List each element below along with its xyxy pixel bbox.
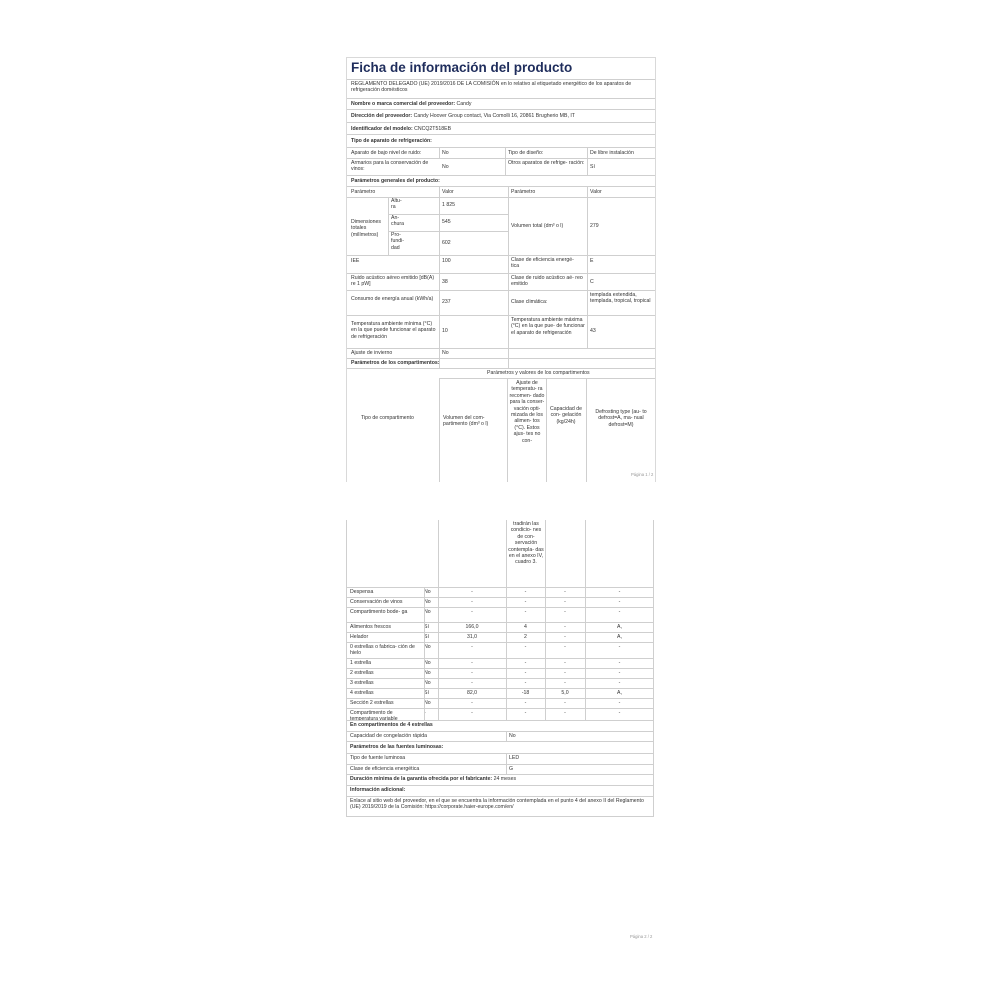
noise-label: Ruido acústico aéreo emitido [dB(A) re 1 pW] bbox=[351, 275, 435, 288]
supplier-name-row bbox=[351, 101, 472, 107]
compartment-temp: - bbox=[524, 660, 527, 666]
compartment-name: 3 estrellas bbox=[350, 680, 374, 686]
compartment-capacity: - bbox=[564, 634, 566, 640]
four-star-heading: En compartimentos de 4 estrellas bbox=[350, 722, 433, 728]
light-type-value: LED bbox=[509, 755, 520, 761]
compartment-defrost: - bbox=[618, 660, 621, 666]
compartment-present: Sí bbox=[424, 634, 429, 640]
energy-class-label: Clase de eficiencia energé- tica bbox=[511, 257, 574, 270]
supplier-name-label: Nombre o marca comercial del proveedor: bbox=[351, 101, 456, 107]
compartment-name: Compartimento bode- ga bbox=[350, 609, 408, 615]
compartment-volume: 82,0 bbox=[466, 690, 478, 696]
compartment-temp: - bbox=[524, 589, 527, 595]
design-type-label: Tipo de diseño: bbox=[508, 150, 544, 156]
compartment-defrost: A, bbox=[617, 624, 622, 630]
compartment-capacity: - bbox=[564, 700, 566, 706]
winter-label: Ajuste de invierno bbox=[351, 350, 393, 356]
min-temp-label: Temperatura ambiente mínima (°C) en la que puede funcionar el aparato de refrigeración bbox=[351, 321, 436, 340]
compartment-defrost: - bbox=[618, 589, 621, 595]
energy-class-value: E bbox=[590, 258, 594, 264]
depth-value: 602 bbox=[442, 240, 451, 246]
compartment-volume: - bbox=[471, 670, 473, 676]
compartment-volume: - bbox=[471, 644, 473, 650]
supplier-address-value: Candy Hoover Group contact, Via Comolli 16, 20861 Brugherio MB, IT bbox=[413, 113, 575, 119]
value-header: Valor bbox=[442, 189, 454, 195]
product-sheet-page-2 bbox=[346, 520, 654, 939]
compartment-name: Compartimento de temperatura variable bbox=[350, 710, 398, 723]
other-appliance-value: Sí bbox=[590, 164, 595, 170]
compartment-defrost: - bbox=[618, 670, 621, 676]
document-title: Ficha de información del producto bbox=[351, 60, 573, 75]
compartment-volume: - bbox=[471, 660, 473, 666]
appliance-type-heading: Tipo de aparato de refrigeración: bbox=[351, 138, 432, 144]
compartment-present: - bbox=[424, 710, 426, 716]
compartment-present: No bbox=[424, 670, 431, 676]
compartment-temp: - bbox=[524, 700, 527, 706]
light-class-label: Clase de eficiencia energética bbox=[350, 766, 420, 772]
compartment-capacity: 5,0 bbox=[561, 690, 569, 696]
page-number-2: Página 2 / 2 bbox=[630, 934, 653, 939]
general-params-heading: Parámetros generales del producto: bbox=[351, 178, 440, 184]
warranty-label: Duración mínima de la garantía ofrecida por el fabricante: bbox=[350, 776, 493, 782]
height-value: 1 825 bbox=[442, 202, 455, 208]
fast-freeze-label: Capacidad de congelación rápida bbox=[350, 733, 428, 739]
compartment-volume: 166,0 bbox=[465, 624, 479, 630]
min-temp-value: 10 bbox=[442, 328, 448, 334]
energy-consumption-label: Consumo de energía anual (kWh/a) bbox=[351, 296, 434, 302]
noise-value: 38 bbox=[442, 279, 448, 285]
wine-label: Armarios para la conservación de vinos: bbox=[351, 160, 429, 173]
width-label: An- chura bbox=[391, 215, 404, 228]
compartment-volume-header: Volumen del com- partimento (dm³ o l) bbox=[443, 415, 489, 428]
compartment-defrost: - bbox=[618, 644, 621, 650]
freezing-capacity-header: Capacidad de con- gelación (kg/24h) bbox=[549, 406, 582, 425]
design-type-value: De libre instalación bbox=[590, 150, 634, 156]
compartment-present: No bbox=[424, 680, 431, 686]
light-params-heading: Parámetros de las fuentes luminosas: bbox=[350, 744, 444, 750]
climate-class-label: Clase climática: bbox=[511, 299, 548, 305]
compartment-name: Conservación de vinos bbox=[350, 599, 403, 605]
fast-freeze-value: No bbox=[509, 733, 516, 739]
compartment-volume: - bbox=[471, 700, 473, 706]
compartment-capacity: - bbox=[564, 599, 566, 605]
compartment-temp: 4 bbox=[524, 624, 527, 630]
compartment-volume: - bbox=[471, 710, 473, 716]
compartment-present: Sí bbox=[424, 624, 429, 630]
wine-value: No bbox=[442, 164, 449, 170]
supplier-address-row bbox=[351, 113, 575, 119]
compartment-present: No bbox=[424, 700, 431, 706]
compartment-present: Sí bbox=[424, 690, 429, 696]
compartment-name: Alimentos frescos bbox=[350, 624, 391, 630]
iee-value: 100 bbox=[442, 258, 451, 264]
depth-label: Pro- fundi- dad bbox=[391, 232, 404, 251]
compartment-type-header: Tipo de compartimento bbox=[361, 415, 414, 421]
height-label: Altu- ra bbox=[391, 198, 402, 211]
compartment-volume: 31,0 bbox=[466, 634, 478, 640]
regulation-text: REGLAMENTO DELEGADO (UE) 2019/2016 DE LA COMISIÓN en lo relativo al etiquetado energético de los aparatos de refrigeración domésticos bbox=[351, 81, 632, 94]
iee-label: IEE bbox=[351, 258, 360, 264]
dimensions-label: Dimensiones totales (milímetros) bbox=[351, 219, 381, 238]
compartment-capacity: - bbox=[564, 609, 566, 615]
value-header-2: Valor bbox=[590, 189, 602, 195]
energy-consumption-value: 237 bbox=[442, 299, 451, 305]
low-noise-value: No bbox=[442, 150, 449, 156]
compartment-temp: - bbox=[524, 599, 527, 605]
warranty-row bbox=[350, 776, 516, 782]
compartment-temp: - bbox=[524, 710, 527, 716]
compartment-volume: - bbox=[471, 599, 473, 605]
compartment-temp: 2 bbox=[524, 634, 527, 640]
compartment-capacity: - bbox=[564, 644, 566, 650]
compartment-defrost: - bbox=[618, 609, 621, 615]
compartment-capacity: - bbox=[564, 589, 566, 595]
warranty-value: 24 meses bbox=[493, 776, 517, 782]
compartment-capacity: - bbox=[564, 624, 566, 630]
compartment-defrost: - bbox=[618, 710, 621, 716]
total-volume-label: Volumen total (dm³ o l) bbox=[511, 223, 564, 229]
low-noise-label: Aparato de bajo nivel de ruido: bbox=[351, 150, 422, 156]
temp-setting-header-part1: Ajuste de temperatu- ra recomen- dado para la conser- vación opti- mizada de los alimen- tos (°C). Estos ajus- tes no con- bbox=[509, 380, 545, 444]
param-header-2: Parámetro bbox=[511, 189, 536, 195]
compartment-values-header: Parámetros y valores de los compartimentos bbox=[487, 370, 590, 376]
winter-value: No bbox=[442, 350, 449, 356]
compartment-temp: - bbox=[524, 670, 527, 676]
climate-class-value: templada extendida, templada, tropical, tropical bbox=[590, 292, 651, 305]
compartment-name: 4 estrellas bbox=[350, 690, 374, 696]
compartment-defrost: - bbox=[618, 599, 621, 605]
max-temp-label: Temperatura ambiente máxima (°C) en la que pue- de funcionar el aparato de refrigeración bbox=[511, 317, 585, 336]
compartment-temp: - bbox=[524, 644, 527, 650]
compartment-temp: - bbox=[524, 609, 527, 615]
compartment-name: Sección 2 estrellas bbox=[350, 700, 394, 706]
compartment-params-heading: Parámetros de los compartimentos: bbox=[351, 360, 440, 366]
compartment-name: 1 estrella bbox=[350, 660, 372, 666]
compartment-volume: - bbox=[471, 589, 473, 595]
compartment-capacity: - bbox=[564, 660, 566, 666]
compartment-temp: -18 bbox=[521, 690, 530, 696]
width-value: 545 bbox=[442, 219, 451, 225]
compartment-present: No bbox=[424, 589, 431, 595]
compartment-capacity: - bbox=[564, 670, 566, 676]
compartment-present: No bbox=[424, 644, 431, 650]
param-header: Parámetro bbox=[351, 189, 376, 195]
model-row bbox=[351, 126, 451, 132]
compartment-defrost: A, bbox=[617, 634, 622, 640]
model-label: Identificador del modelo: bbox=[351, 126, 413, 132]
compartment-name: Despensa bbox=[350, 589, 374, 595]
total-volume-value: 279 bbox=[590, 223, 599, 229]
compartment-present: No bbox=[424, 660, 431, 666]
compartment-volume: - bbox=[471, 680, 473, 686]
other-appliance-label: Otros aparatos de refrige- ración: bbox=[508, 160, 585, 166]
noise-class-label: Clase de ruido acústico aé- reo emitido bbox=[511, 275, 583, 288]
compartment-capacity: - bbox=[564, 710, 566, 716]
compartment-name: Helador bbox=[350, 634, 369, 640]
light-class-value: G bbox=[509, 766, 514, 772]
additional-info-heading: Información adicional: bbox=[350, 787, 406, 793]
compartment-temp: - bbox=[524, 680, 527, 686]
compartment-defrost: A, bbox=[617, 690, 622, 696]
model-value: CNCQ2T518EB bbox=[414, 126, 452, 132]
compartment-volume: - bbox=[471, 609, 473, 615]
compartment-defrost: - bbox=[618, 700, 621, 706]
temp-setting-header-part2: tradirán las condicio- nes de con- servación contempla- das en el anexo IV, cuadro 3. bbox=[508, 521, 544, 566]
supplier-website-link[interactable]: https://corporate.haier-europe.com/en/ bbox=[425, 804, 514, 811]
page-number-1: Página 1 / 2 bbox=[631, 472, 654, 477]
compartment-defrost: - bbox=[618, 680, 621, 686]
additional-info-text: Enlace al sitio web del proveedor, en el que se encuentra la información contemplada en el punto 4 del anexo II del Reglamento (UE) 2019/2019 de la Comisión: bbox=[350, 798, 644, 811]
max-temp-value: 43 bbox=[590, 328, 596, 334]
noise-class-value: C bbox=[590, 279, 594, 285]
supplier-address-label: Dirección del proveedor: bbox=[351, 113, 413, 119]
compartment-capacity: - bbox=[564, 680, 566, 686]
compartment-name: 0 estrellas o fabrica- ción de hielo bbox=[350, 644, 415, 657]
additional-info-row bbox=[350, 798, 650, 811]
supplier-name-value: Candy bbox=[456, 101, 472, 107]
compartment-present: No bbox=[424, 609, 431, 615]
light-type-label: Tipo de fuente luminosa bbox=[350, 755, 406, 761]
defrost-header: Defrosting type (au- to defrost=A, ma- nual defrost=M) bbox=[595, 409, 647, 428]
compartment-name: 2 estrellas bbox=[350, 670, 374, 676]
product-sheet-page-1 bbox=[346, 57, 656, 482]
compartment-present: No bbox=[424, 599, 431, 605]
